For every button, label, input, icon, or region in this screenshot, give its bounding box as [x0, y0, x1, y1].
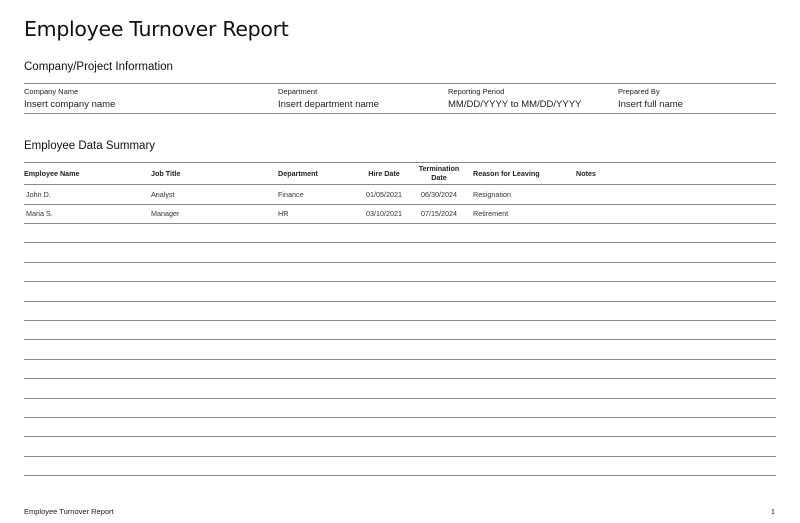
termination-label-line2: Date [431, 172, 447, 182]
empty-row-divider [24, 417, 776, 418]
cell-department[interactable]: Finance [278, 190, 304, 199]
cell-hire-date[interactable]: 01/05/2021 [366, 190, 402, 199]
row-divider [24, 204, 776, 205]
empty-row-divider [24, 320, 776, 321]
footer-title: Employee Turnover Report [24, 507, 114, 516]
column-header-hire-date: Hire Date [368, 169, 400, 178]
cell-employee-name[interactable]: Maria S. [26, 209, 53, 218]
company-name-label: Company Name [24, 87, 79, 96]
prepared-by-label: Prepared By [618, 87, 660, 96]
cell-department[interactable]: HR [278, 209, 289, 218]
column-header-reason: Reason for Leaving [473, 169, 540, 178]
employee-data-section-title: Employee Data Summary [24, 140, 156, 152]
department-label: Department [278, 87, 318, 96]
column-header-notes: Notes [576, 169, 596, 178]
department-field[interactable]: Insert department name [278, 99, 379, 110]
termination-label-line1: Termination [418, 164, 460, 173]
cell-reason[interactable]: Retirement [473, 209, 509, 218]
empty-row-divider [24, 301, 776, 302]
empty-row-divider [24, 436, 776, 437]
cell-hire-date[interactable]: 03/10/2021 [366, 209, 402, 218]
column-header-department: Department [278, 169, 318, 178]
table-header-border [24, 184, 776, 185]
page-title: Employee Turnover Report [24, 17, 289, 41]
empty-row-divider [24, 262, 776, 263]
cell-termination-date[interactable]: 07/15/2024 [421, 209, 457, 218]
company-info-section-title: Company/Project Information [24, 61, 173, 73]
empty-row-divider [24, 475, 776, 476]
column-header-termination-date [414, 165, 464, 182]
reporting-period-label: Reporting Period [448, 87, 505, 96]
cell-job-title[interactable]: Manager [151, 209, 180, 218]
empty-row-divider [24, 456, 776, 457]
prepared-by-field[interactable]: Insert full name [618, 99, 683, 110]
cell-job-title[interactable]: Analyst [151, 190, 175, 199]
empty-row-divider [24, 398, 776, 399]
table-top-border [24, 162, 776, 163]
page-number: 1 [770, 507, 775, 516]
divider [24, 83, 776, 84]
divider [24, 113, 776, 114]
reporting-period-field[interactable]: MM/DD/YYYY to MM/DD/YYYY [448, 99, 582, 110]
row-divider [24, 223, 776, 224]
column-header-employee-name: Employee Name [24, 169, 80, 178]
company-name-field[interactable]: Insert company name [24, 99, 116, 110]
cell-reason[interactable]: Resignation [473, 190, 511, 199]
empty-row-divider [24, 242, 776, 243]
empty-row-divider [24, 359, 776, 360]
empty-row-divider [24, 378, 776, 379]
cell-termination-date[interactable]: 06/30/2024 [421, 190, 457, 199]
cell-employee-name[interactable]: John D. [26, 190, 51, 199]
column-header-job-title: Job Title [151, 169, 181, 178]
empty-row-divider [24, 339, 776, 340]
empty-row-divider [24, 281, 776, 282]
